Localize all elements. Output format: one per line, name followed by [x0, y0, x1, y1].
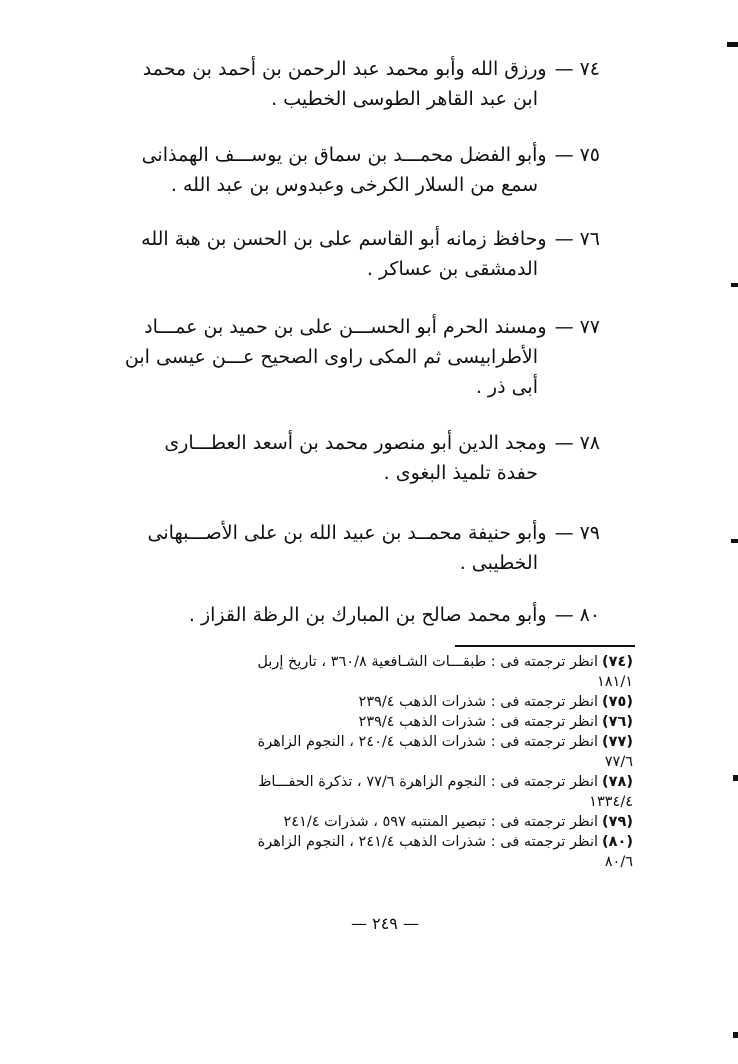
entry-text: وأبو محمد صالح بن المبارك بن الرظة القزاز . — [188, 604, 547, 626]
entry-76 — [130, 224, 600, 284]
entry-number: ٧٤ — [579, 58, 600, 80]
entry-number: ٧٨ — [579, 432, 600, 454]
footnote-text: انظر ترجمته فى : طبقـــات الشـافعية ٣٦٠/٨ ، تاريخ إربل — [257, 654, 599, 670]
footnote-number: (٧٨) — [602, 774, 633, 790]
entry-text: الخطيبى . — [459, 552, 538, 574]
entry-dash: — — [554, 432, 574, 454]
footnote-number: (٧٩) — [602, 814, 633, 830]
entry-dash: — — [554, 144, 574, 166]
footnote-number: (٧٧) — [602, 734, 633, 750]
entry-line — [130, 224, 600, 254]
footnote-80 — [123, 832, 633, 852]
footnote-separator — [455, 645, 635, 647]
entry-number: ٧٥ — [579, 144, 600, 166]
scan-mark — [731, 283, 738, 287]
footnote-number: (٧٤) — [602, 654, 633, 670]
entry-number: ٧٧ — [579, 316, 600, 338]
entry-dash: — — [554, 228, 574, 250]
entry-number: ٧٩ — [579, 522, 600, 544]
entry-line — [130, 428, 600, 458]
entry-text: الدمشقى بن عساكر . — [366, 258, 538, 280]
scan-mark — [733, 1032, 738, 1038]
footnotes — [123, 652, 633, 872]
entry-text: وأبو حنيفة محمــد بن عبيد الله بن على الأصـــبهانى — [147, 522, 547, 544]
entry-dash: — — [554, 604, 574, 626]
footnote-text: انظر ترجمته فى : شذرات الذهب ٢٣٩/٤ — [358, 714, 599, 730]
scan-mark — [733, 775, 738, 781]
entry-dash: — — [554, 522, 574, 544]
entry-text: ومجد الدين أبو منصور محمد بن أسعد العطـــارى — [164, 432, 547, 454]
entry-number: ٧٦ — [579, 228, 600, 250]
entry-text: حفدة تلميذ البغوى . — [383, 462, 538, 484]
entry-text: ابن عبد القاهر الطوسى الخطيب . — [271, 88, 538, 110]
footnote-number: (٨٠) — [602, 834, 633, 850]
entry-79 — [130, 518, 600, 578]
entry-line — [130, 140, 600, 170]
footnote-79 — [123, 812, 633, 832]
entry-74 — [130, 54, 600, 114]
footnote-continuation: ٨٠/٦ — [604, 854, 633, 870]
entry-80 — [130, 600, 600, 630]
scan-mark — [731, 539, 738, 543]
footnote-continuation: ٧٧/٦ — [604, 754, 633, 770]
footnote-text: انظر ترجمته فى : شذرات الذهب ٢٤٠/٤ ، النجوم الزاهرة — [257, 734, 599, 750]
footnote-78 — [123, 772, 633, 792]
entry-75 — [130, 140, 600, 200]
entry-text: سمع من السلار الكرخى وعبدوس بن عبد الله . — [170, 174, 538, 196]
footnote-74 — [123, 652, 633, 672]
entry-dash: — — [554, 58, 574, 80]
entry-text: أبى ذر . — [475, 376, 538, 398]
entry-77 — [124, 312, 600, 402]
footnote-number: (٧٥) — [602, 694, 633, 710]
entry-text: ومسند الحرم أبو الحســـن على بن حميد بن عمـــاد — [144, 316, 547, 338]
footnote-continuation: ١٨١/١ — [596, 674, 633, 690]
entry-number: ٨٠ — [579, 604, 600, 626]
entry-text: وحافظ زمانه أبو القاسم على بن الحسن بن هبة الله — [141, 228, 547, 250]
footnote-75 — [123, 692, 633, 712]
scan-mark — [727, 42, 738, 47]
footnote-number: (٧٦) — [602, 714, 633, 730]
entry-text: ورزق الله وأبو محمد عبد الرحمن بن أحمد بن محمد — [142, 58, 547, 80]
footnote-continuation: ١٣٣٤/٤ — [589, 794, 633, 810]
footnote-76 — [123, 712, 633, 732]
entry-line — [130, 518, 600, 548]
footnote-text: انظر ترجمته فى : تبصير المنتبه ٥٩٧ ، شذرات ٢٤١/٤ — [283, 814, 599, 830]
footnote-text: انظر ترجمته فى : شذرات الذهب ٢٤١/٤ ، النجوم الزاهرة — [257, 834, 599, 850]
page-number: — ٢٤٩ — — [351, 914, 419, 933]
entry-text: وأبو الفضل محمـــد بن سماق بن يوســـف الهمذانى — [141, 144, 547, 166]
footnote-text: انظر ترجمته فى : شذرات الذهب ٢٣٩/٤ — [358, 694, 599, 710]
footnote-77 — [123, 732, 633, 752]
footnote-text: انظر ترجمته فى : النجوم الزاهرة ٧٧/٦ ، تذكرة الحفـــاظ — [257, 774, 599, 790]
entry-78 — [130, 428, 600, 488]
entry-line — [130, 54, 600, 84]
entry-text: الأطرابيسى ثم المكى راوى الصحيح عـــن عيسى ابن — [124, 346, 538, 368]
entry-line — [130, 600, 600, 630]
entry-line — [130, 312, 600, 342]
entry-dash: — — [554, 316, 574, 338]
